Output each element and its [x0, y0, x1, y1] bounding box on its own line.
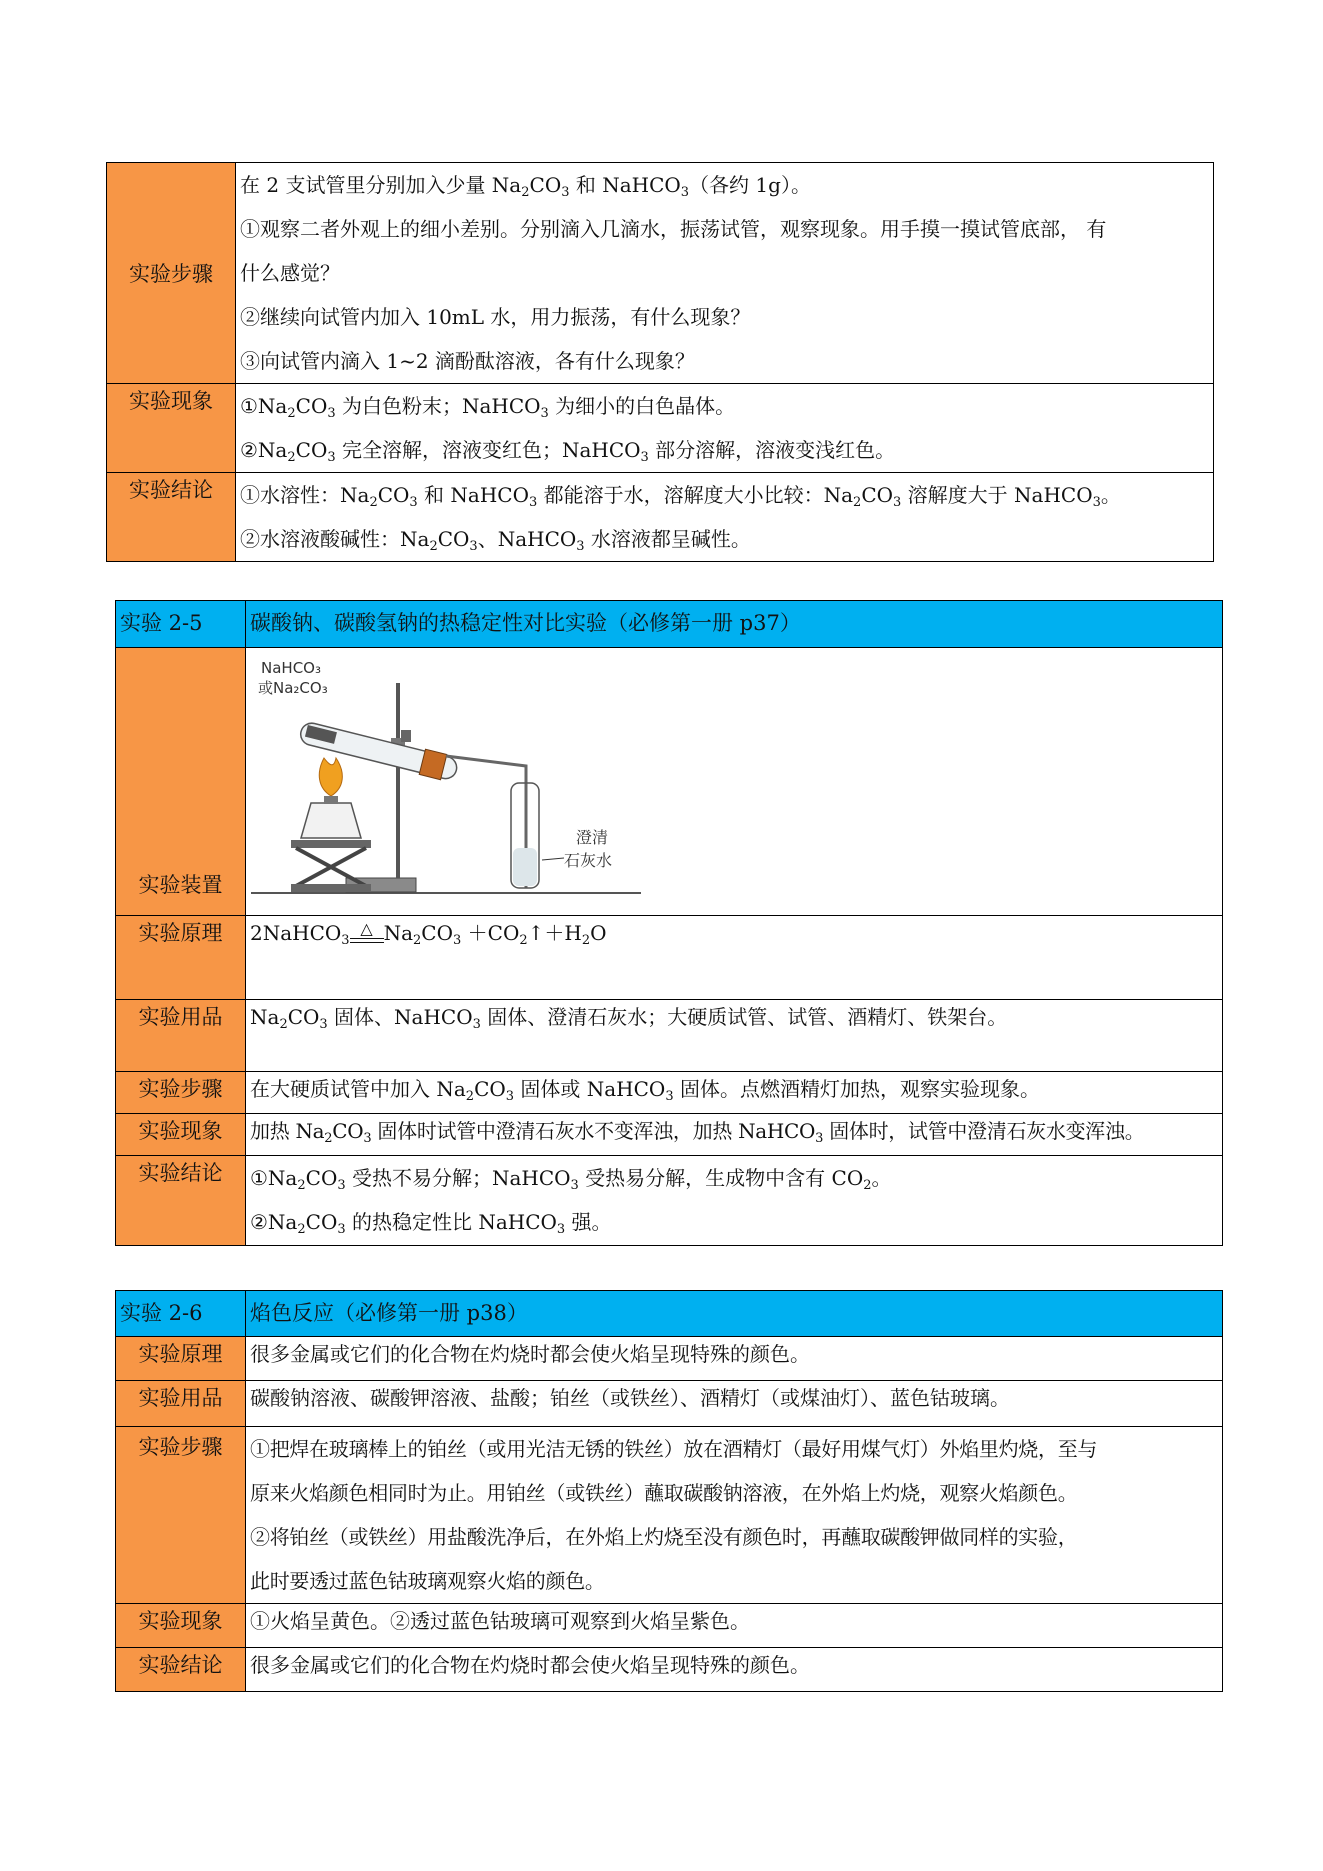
- content-line: ②将铂丝（或铁丝）用盐酸洗净后，在外焰上灼烧至没有颜色时，再蘸取碳酸钾做同样的实验，: [250, 1525, 1078, 1549]
- content-line: 此时要透过蓝色钴玻璃观察火焰的颜色。: [250, 1569, 605, 1593]
- experiment-title: 碳酸钠、碳酸氢钠的热稳定性对比实验（必修第一册 p37）: [246, 601, 1223, 648]
- reaction-equation: [246, 916, 1223, 1000]
- table-properties: [106, 162, 1214, 562]
- table-row: [116, 1072, 1223, 1114]
- row-content: [246, 1337, 1223, 1381]
- row-label: 实验用品: [116, 1000, 246, 1072]
- row-label: 实验结论: [107, 473, 236, 562]
- experiment-number: 实验 2-6: [116, 1291, 246, 1337]
- content-line: $Na_2CO_3$ 固体、NaHCO$_3$ 固体、澄清石灰水；大硬质试管、试管、酒精灯、铁架台。: [250, 1005, 1008, 1032]
- table-row: [116, 1648, 1223, 1692]
- row-label: 实验结论: [116, 1648, 246, 1692]
- row-content: [246, 1648, 1223, 1692]
- table-experiment-2-6: [115, 1290, 1223, 1692]
- row-label: 实验原理: [116, 1337, 246, 1381]
- row-label: 实验现象: [116, 1604, 246, 1648]
- content-line: ①观察二者外观上的细小差别。分别滴入几滴水，振荡试管，观察现象。用手摸一摸试管底部， 有: [240, 217, 1107, 241]
- row-content: [246, 1381, 1223, 1427]
- delta-symbol: △: [360, 919, 373, 938]
- table-row: [116, 1156, 1223, 1246]
- row-label: 实验用品: [116, 1381, 246, 1427]
- row-content: [236, 384, 1214, 473]
- table-row: [116, 1381, 1223, 1427]
- table-row: [116, 1604, 1223, 1648]
- content-line: ②水溶液酸碱性：$Na_2CO_3$、NaHCO$_3$ 水溶液都呈碱性。: [240, 527, 751, 554]
- limewater-label: 澄清: [576, 828, 609, 847]
- table-row: [116, 1337, 1223, 1381]
- content-line: ①水溶性：$Na_2CO_3$ 和 NaHCO$_3$ 都能溶于水，溶解度大小比较：$Na_2CO_3$ 溶解度大于 NaHCO$_3$。: [240, 483, 1121, 510]
- table-header-row: [116, 601, 1223, 648]
- content-line: $①Na_2CO_3$ 受热不易分解；NaHCO$_3$ 受热易分解，生成物中含有 $CO_2$。: [250, 1166, 892, 1193]
- row-content: [246, 1072, 1223, 1114]
- content-line: ②继续向试管内加入 10mL 水，用力振荡，有什么现象？: [240, 305, 751, 329]
- table-row: [116, 648, 1223, 916]
- content-line: 碳酸钠溶液、碳酸钾溶液、盐酸；铂丝（或铁丝）、酒精灯（或煤油灯）、蓝色钴玻璃。: [250, 1386, 1010, 1410]
- row-label: 实验步骤: [116, 1427, 246, 1604]
- content-line: 什么感觉？: [240, 261, 340, 285]
- limewater-label: 石灰水: [564, 851, 613, 870]
- apparatus-figure-cell: [246, 648, 1223, 916]
- content-line: ③向试管内滴入 1~2 滴酚酞溶液，各有什么现象？: [240, 349, 695, 373]
- apparatus-diagram: [246, 648, 646, 910]
- reagent-label: 或Na₂CO₃: [258, 679, 328, 697]
- table-row: [116, 916, 1223, 1000]
- row-label-text: 实验步骤: [129, 262, 213, 286]
- table-header-row: [116, 1291, 1223, 1337]
- row-label: 实验结论: [116, 1156, 246, 1246]
- row-content: [246, 1604, 1223, 1648]
- apparatus-label: 实验装置: [116, 648, 246, 916]
- content-line: $①Na_2CO_3$ 为白色粉末；NaHCO$_3$ 为细小的白色晶体。: [240, 394, 736, 421]
- content-line: ①火焰呈黄色。②透过蓝色钴玻璃可观察到火焰呈紫色。: [250, 1609, 750, 1633]
- table-row: [116, 1427, 1223, 1604]
- equation-left: 2NaHCO$_3$: [250, 921, 350, 948]
- table-experiment-2-5: [115, 600, 1223, 1246]
- table-row: [116, 1000, 1223, 1072]
- content-line: 在大硬质试管中加入 $Na_2CO_3$ 固体或 NaHCO$_3$ 固体。点燃酒精灯加热，观察实验现象。: [250, 1077, 1040, 1104]
- content-line: 很多金属或它们的化合物在灼烧时都会使火焰呈现特殊的颜色。: [250, 1653, 810, 1677]
- content-line: 加热 $Na_2CO_3$ 固体时试管中澄清石灰水不变浑浊，加热 NaHCO$_3$ 固体时，试管中澄清石灰水变浑浊。: [250, 1119, 1145, 1146]
- equation-right: $Na_2CO_3$ $+CO_2↑+H_2O$: [383, 921, 607, 948]
- content-line: $②Na_2CO_3$ 完全溶解，溶液变红色；NaHCO$_3$ 部分溶解，溶液变浅红色。: [240, 438, 896, 465]
- row-label: 实验现象: [116, 1114, 246, 1156]
- table-row: [107, 384, 1214, 473]
- row-content: [236, 163, 1214, 384]
- table-row: [107, 163, 1214, 384]
- row-content: [246, 1114, 1223, 1156]
- content-line: ①把焊在玻璃棒上的铂丝（或用光洁无锈的铁丝）放在酒精灯（最好用煤气灯）外焰里灼烧，至与: [250, 1437, 1098, 1461]
- row-label: [107, 163, 236, 384]
- principle-label: 实验原理: [116, 916, 246, 1000]
- experiment-number: 实验 2-5: [116, 601, 246, 648]
- content-line: 很多金属或它们的化合物在灼烧时都会使火焰呈现特殊的颜色。: [250, 1342, 810, 1366]
- content-line: 原来火焰颜色相同时为止。用铂丝（或铁丝）蘸取碳酸钠溶液，在外焰上灼烧，观察火焰颜色。: [250, 1481, 1078, 1505]
- table-row: [107, 473, 1214, 562]
- row-content: [246, 1427, 1223, 1604]
- row-content: [236, 473, 1214, 562]
- reagent-label: NaHCO₃: [261, 659, 321, 677]
- row-label: 实验现象: [107, 384, 236, 473]
- row-content: [246, 1000, 1223, 1072]
- content-line: 在 2 支试管里分别加入少量 $Na_2CO_3$ 和 NaHCO$_3$（各约 1g）。: [240, 173, 811, 200]
- table-row: [116, 1114, 1223, 1156]
- row-label: 实验步骤: [116, 1072, 246, 1114]
- experiment-title: 焰色反应（必修第一册 p38）: [246, 1291, 1223, 1337]
- content-line: $②Na_2CO_3$ 的热稳定性比 NaHCO$_3$ 强。: [250, 1210, 612, 1237]
- heating-condition: [350, 919, 384, 943]
- row-content: [246, 1156, 1223, 1246]
